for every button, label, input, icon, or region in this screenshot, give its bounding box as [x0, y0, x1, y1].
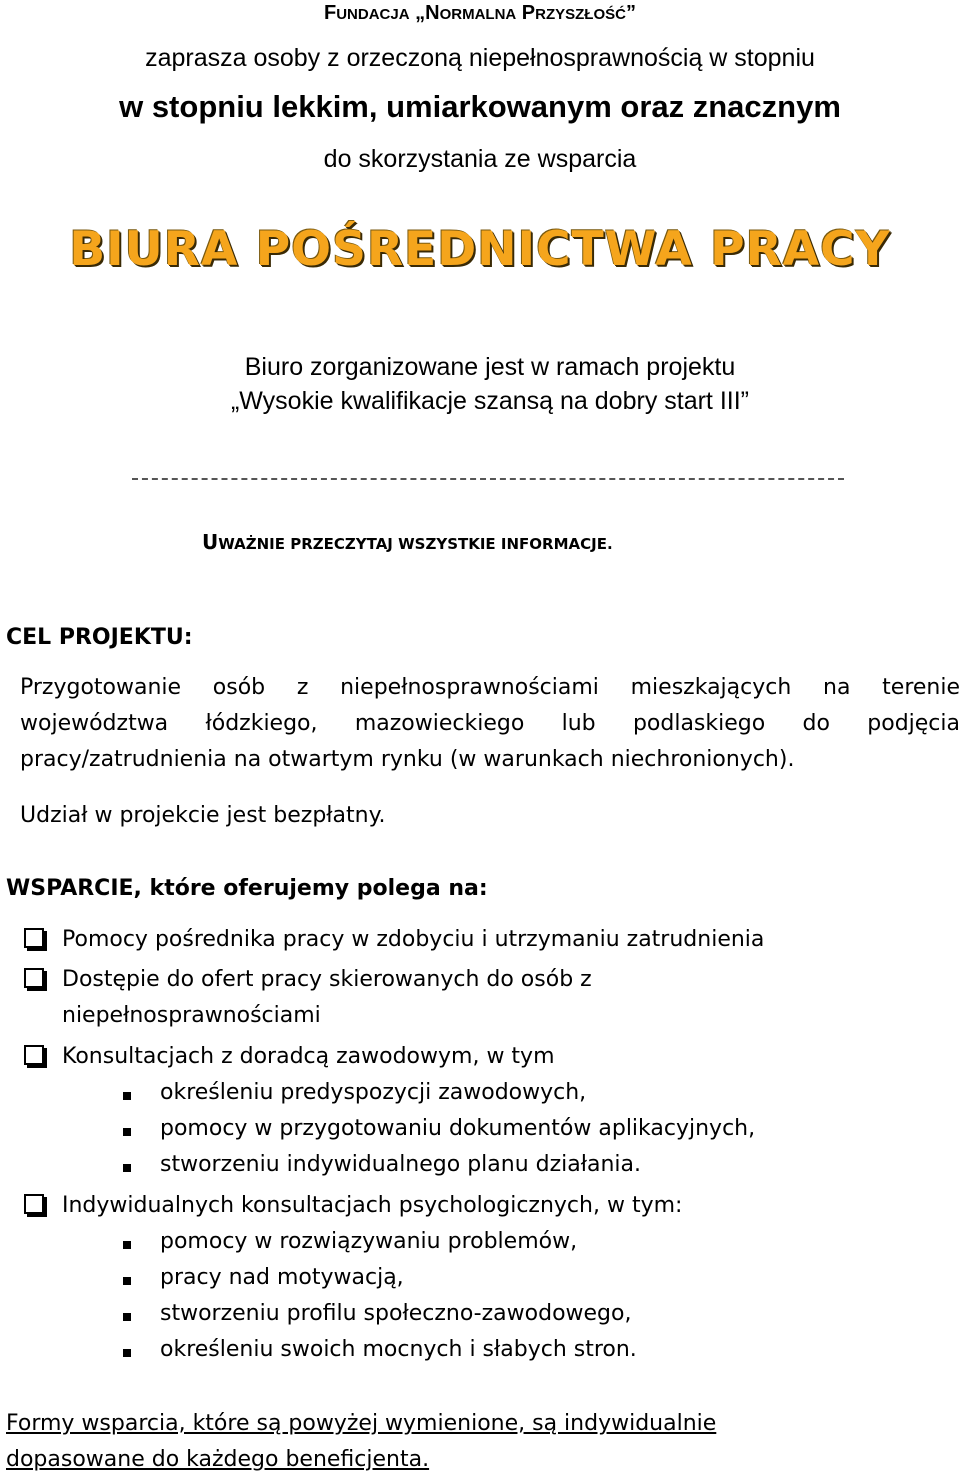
support-item-3: Konsultacjach z doradcą zawodowym, w tym: [62, 1044, 555, 1069]
support-item-1: Pomocy pośrednika pracy w zdobyciu i utrzymaniu zatrudnienia: [62, 927, 765, 952]
bullet-square-icon: [123, 1241, 131, 1249]
bullet-square-icon: [123, 1313, 131, 1321]
organization-name: FUNDACJA „NORMALNA PRZYSZŁOŚĆ”: [324, 2, 636, 24]
support-item-4: Indywidualnych konsultacjach psychologicznych, w tym:: [62, 1193, 683, 1218]
support-item-4-sub-4: określeniu swoich mocnych i słabych stron.: [160, 1337, 637, 1362]
support-heading: WSPARCIE, które oferujemy polega na:: [6, 876, 488, 901]
goal-line-2: województwa łódzkiego, mazowieckiego lub podlaskiego do podjęcia: [20, 711, 960, 736]
support-item-4-sub-2: pracy nad motywacją,: [160, 1265, 404, 1290]
invitation-line: zaprasza osoby z orzeczoną niepełnosprawnością w stopniu: [145, 44, 815, 72]
support-item-4-sub-1: pomocy w rozwiązywaniu problemów,: [160, 1229, 578, 1254]
dashed-divider: [132, 478, 844, 480]
bullet-square-icon: [123, 1349, 131, 1357]
bullet-square-icon: [123, 1164, 131, 1172]
closing-note-line-2: dopasowane do każdego beneficjenta.: [6, 1447, 430, 1472]
goal-line-1: Przygotowanie osób z niepełnosprawnościami mieszkających na terenie: [20, 675, 960, 700]
project-line-1: Biuro zorganizowane jest w ramach projektu: [244, 353, 736, 381]
read-carefully-notice: UWAŻNIE PRZECZYTAJ WSZYSTKIE INFORMACJE.: [202, 530, 613, 554]
project-line-2: „Wysokie kwalifikacje szansą na dobry start III”: [230, 387, 749, 415]
checkbox-icon: [24, 1045, 44, 1065]
support-item-3-sub-3: stworzeniu indywidualnego planu działania.: [160, 1152, 642, 1177]
bullet-square-icon: [123, 1092, 131, 1100]
goal-heading: CEL PROJEKTU:: [6, 625, 193, 650]
checkbox-icon: [24, 1194, 44, 1214]
support-item-2-line-1: Dostępie do ofert pracy skierowanych do osób z: [62, 967, 592, 992]
banner-title: BIURA POŚREDNICTWA PRACY: [69, 222, 891, 277]
goal-line-3: pracy/zatrudnienia na otwartym rynku (w warunkach niechronionych).: [20, 747, 795, 772]
checkbox-icon: [24, 928, 44, 948]
support-line: do skorzystania ze wsparcia: [323, 145, 637, 173]
bullet-square-icon: [123, 1128, 131, 1136]
support-item-2-line-2: niepełnosprawnościami: [62, 1003, 321, 1028]
free-participation-note: Udział w projekcie jest bezpłatny.: [20, 803, 386, 828]
support-item-3-sub-1: określeniu predyspozycji zawodowych,: [160, 1080, 587, 1105]
bullet-square-icon: [123, 1277, 131, 1285]
goal-paragraph: [20, 670, 960, 778]
support-item-3-sub-2: pomocy w przygotowaniu dokumentów aplikacyjnych,: [160, 1116, 756, 1141]
checkbox-icon: [24, 968, 44, 988]
support-item-4-sub-3: stworzeniu profilu społeczno-zawodowego,: [160, 1301, 632, 1326]
closing-note: [6, 1406, 716, 1478]
disability-degree-line: w stopniu lekkim, umiarkowanym oraz znacznym: [119, 89, 841, 124]
closing-note-line-1: Formy wsparcia, które są powyżej wymienione, są indywidualnie: [6, 1411, 717, 1436]
